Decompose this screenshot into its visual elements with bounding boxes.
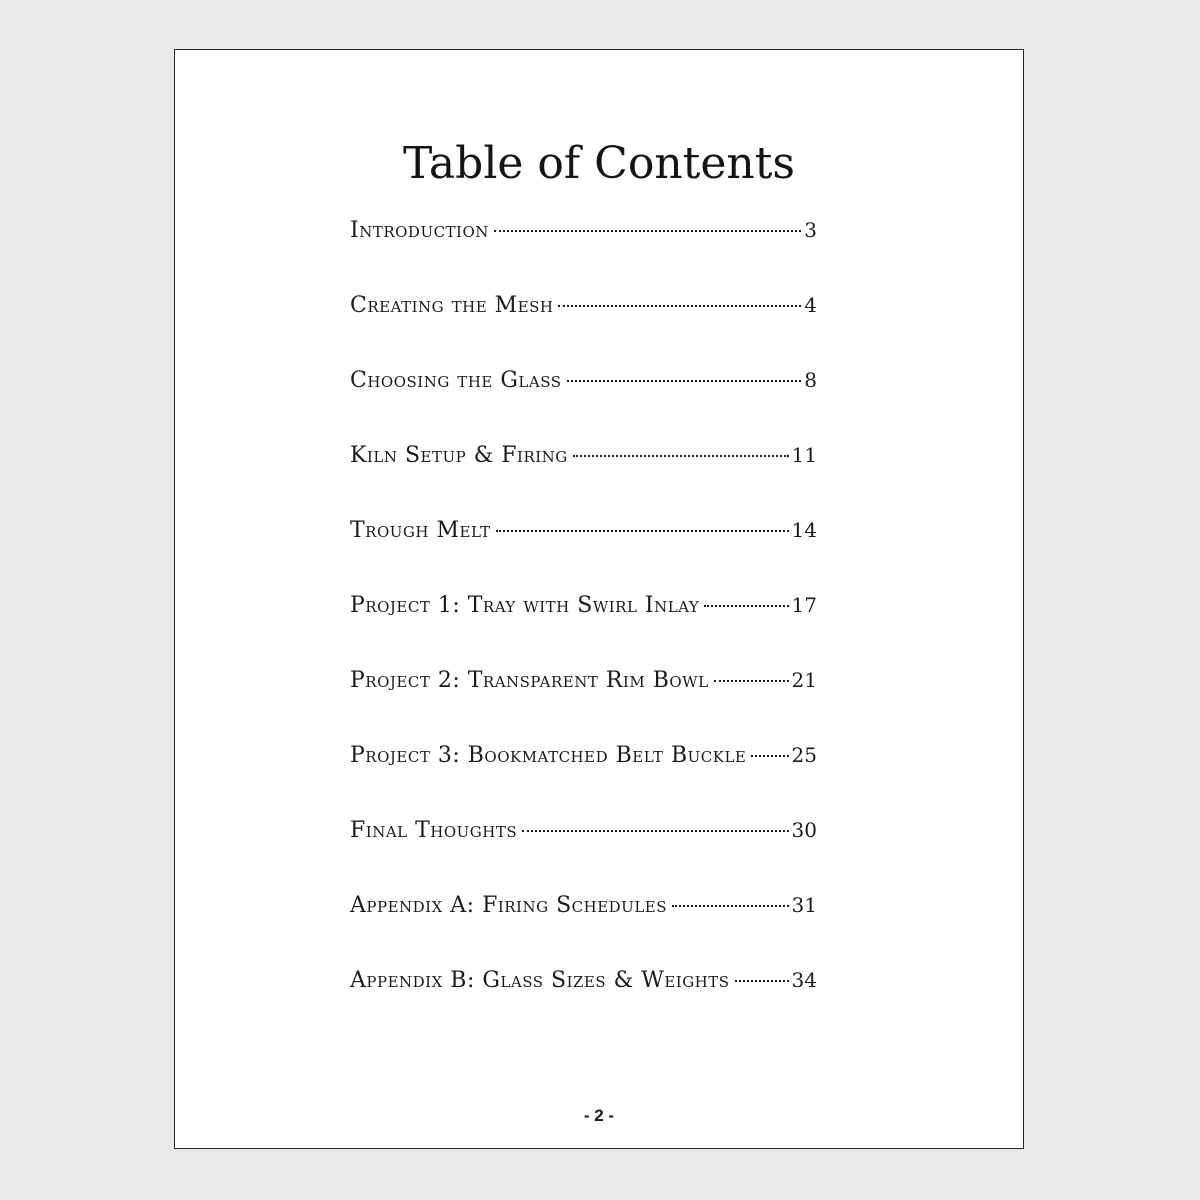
toc-entry-page-number: 17 (791, 593, 817, 617)
dot-leader (714, 680, 789, 682)
toc-entry-label: Appendix B: Glass Sizes & Weights (350, 968, 730, 993)
toc-entry-page-number: 8 (804, 368, 817, 392)
page-title: Table of Contents (402, 138, 795, 189)
dot-leader (494, 230, 801, 232)
toc-entry-page-number: 25 (791, 743, 817, 767)
dot-leader (704, 605, 788, 607)
toc-entry-page-number: 14 (791, 518, 817, 542)
toc-entry-appendix-b[interactable] (350, 968, 817, 1043)
toc-entry-label: Project 3: Bookmatched Belt Buckle (350, 743, 747, 768)
toc-entry-page-number: 3 (804, 218, 817, 242)
toc-entry-page-number: 21 (791, 668, 817, 692)
toc-entry-choosing-the-glass[interactable] (350, 368, 817, 443)
dot-leader (567, 380, 802, 382)
toc-entry-label: Appendix A: Firing Schedules (350, 893, 668, 918)
toc-entry-label: Project 1: Tray with Swirl Inlay (350, 593, 700, 618)
toc-entry-creating-the-mesh[interactable] (350, 293, 817, 368)
toc-entry-introduction[interactable] (350, 218, 817, 293)
toc-entry-page-number: 31 (791, 893, 817, 917)
toc-entry-trough-melt[interactable] (350, 518, 817, 593)
toc-entry-kiln-setup-firing[interactable] (350, 443, 817, 518)
dot-leader (735, 980, 789, 982)
toc-entry-label: Creating the Mesh (350, 293, 554, 318)
toc-entry-project-3[interactable] (350, 743, 817, 818)
toc-entry-project-2[interactable] (350, 668, 817, 743)
toc-entry-label: Final Thoughts (350, 818, 518, 843)
toc-entry-page-number: 11 (791, 443, 817, 467)
table-of-contents (350, 218, 817, 1043)
document-page (174, 49, 1024, 1149)
toc-entry-appendix-a[interactable] (350, 893, 817, 968)
toc-entry-label: Choosing the Glass (350, 368, 562, 393)
toc-entry-final-thoughts[interactable] (350, 818, 817, 893)
dot-leader (672, 905, 789, 907)
toc-entry-page-number: 34 (791, 968, 817, 992)
dot-leader (751, 755, 788, 757)
toc-entry-label: Kiln Setup & Firing (350, 443, 568, 468)
toc-entry-page-number: 30 (791, 818, 817, 842)
page-number-footer: - 2 - (583, 1106, 615, 1125)
toc-entry-label: Trough Melt (350, 518, 491, 543)
toc-entry-label: Introduction (350, 218, 489, 243)
dot-leader (522, 830, 788, 832)
toc-entry-page-number: 4 (804, 293, 817, 317)
dot-leader (496, 530, 789, 532)
dot-leader (573, 455, 789, 457)
toc-entry-label: Project 2: Transparent Rim Bowl (350, 668, 709, 693)
toc-entry-project-1[interactable] (350, 593, 817, 668)
dot-leader (558, 305, 801, 307)
